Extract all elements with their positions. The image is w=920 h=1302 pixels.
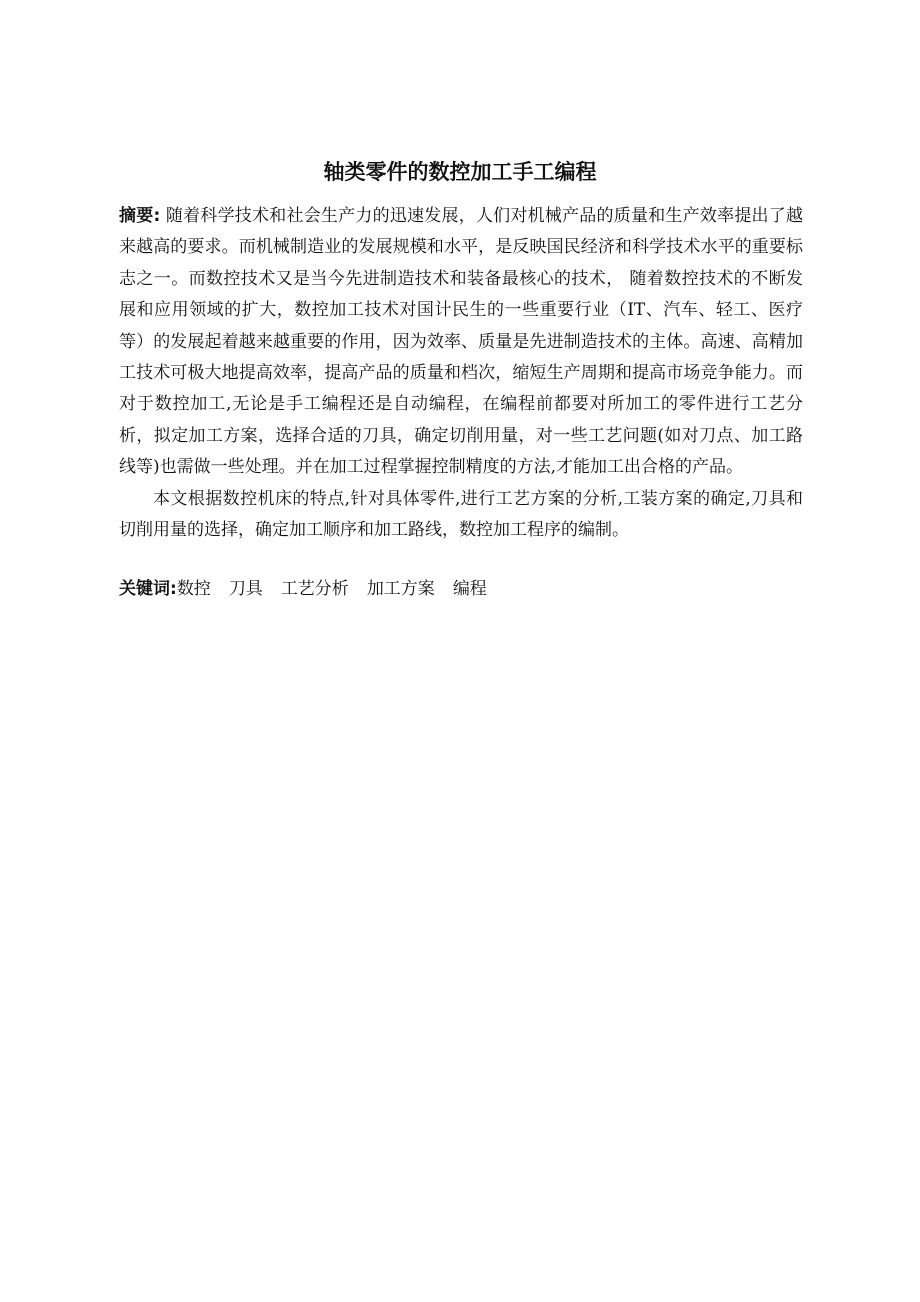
keyword-item: 编程: [452, 579, 487, 600]
abstract-paragraph-2: 本文根据数控机床的特点,针对具体零件,进行工艺方案的分析,工装方案的确定,刀具和切削用量的选择，确定加工顺序和加工路线，数控加工程序的编制。: [119, 488, 803, 541]
keyword-item: 刀具: [228, 579, 263, 600]
document-content: [119, 201, 803, 606]
keywords-section: [119, 574, 803, 605]
abstract-label: 摘要:: [119, 206, 161, 226]
keyword-item: 数控: [176, 579, 211, 600]
abstract-section: [119, 201, 803, 546]
abstract-paragraph-1-text: 随着科学技术和社会生产力的迅速发展，人们对机械产品的质量和生产效率提出了越来越高的要求。而机械制造业的发展规模和水平，是反映国民经济和科学技术水平的重要标志之一。而数控技术又是当今先进制造技术和装备最核心的技术， 随着数控技术的不断发展和应用领域的扩大，数控加工技术对国计民生的一些重要行业（IT、汽车、轻工、医疗等）的发展起着越来越重要的作用，因为效率、质量是先进制造技术的主体。高速、高精加工技术可极大地提高效率，提高产品的质量和档次，缩短生产周期和提高市场竞争能力。而对于数控加工,无论是手工编程还是自动编程，在编程前都要对所加工的零件进行工艺分析，拟定加工方案，选择合适的刀具，确定切削用量，对一些工艺问题(如对刀点、加工路线等)也需做一些处理。并在加工过程掌握控制精度的方法,才能加工出合格的产品。: [119, 206, 803, 478]
document-title: 轴类零件的数控加工手工编程: [323, 160, 597, 184]
keyword-item: 工艺分析: [280, 579, 349, 600]
keyword-item: 加工方案: [366, 579, 435, 600]
keywords-label: 关键词:: [119, 579, 177, 600]
abstract-paragraph-1: [119, 201, 803, 484]
